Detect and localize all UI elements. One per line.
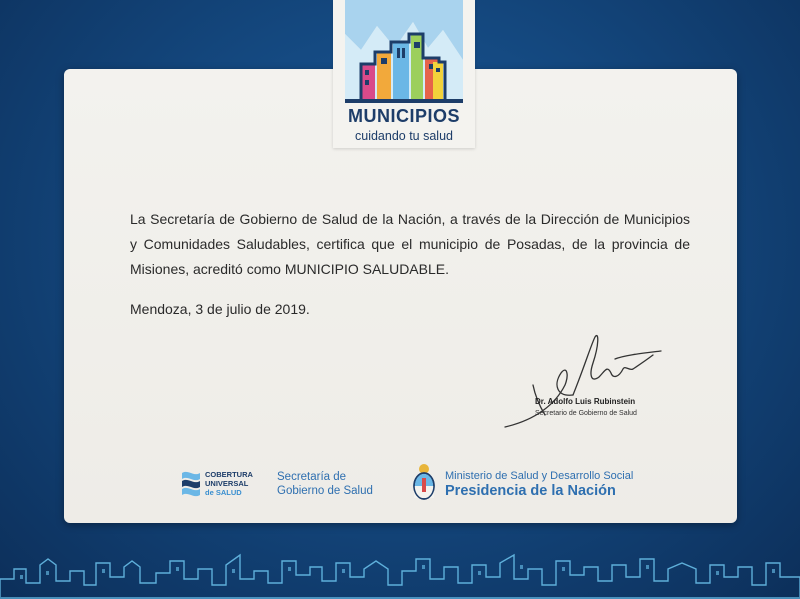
secretaria-line-2: Gobierno de Salud (277, 485, 373, 497)
logo-subtitle: cuidando tu salud (355, 129, 453, 143)
cus-line-1: COBERTURA (205, 470, 253, 479)
signatory-role: Secretario de Gobierno de Salud (535, 410, 637, 417)
certificate-body: La Secretaría de Gobierno de Salud de la Nación, a través de la Dirección de Municipios y Comunidades Saludables, certifica que el municipio de Posadas, de la provincia de Misiones, acreditó como MUNICIPIO SALUDABLE. (130, 211, 690, 277)
certificate-date: Mendoza, 3 de julio de 2019. (130, 301, 310, 317)
presidencia-label: Presidencia de la Nación (445, 483, 616, 499)
signatory-name: Dr. Adolfo Luis Rubinstein (535, 397, 636, 406)
ministerio-label: Ministerio de Salud y Desarrollo Social (445, 470, 634, 482)
cus-line-3: de SALUD (205, 488, 242, 497)
secretaria-line-1: Secretaría de (277, 471, 347, 483)
handwritten-signature (495, 325, 675, 435)
argentina-coat-of-arms-icon (411, 462, 437, 502)
municipios-buildings-icon (333, 0, 475, 106)
cus-flag-icon (180, 467, 202, 501)
municipios-logo (333, 0, 475, 148)
cus-line-2: UNIVERSAL (205, 479, 249, 488)
logo-title: MUNICIPIOS (347, 106, 460, 126)
secretaria-logo (277, 470, 387, 498)
